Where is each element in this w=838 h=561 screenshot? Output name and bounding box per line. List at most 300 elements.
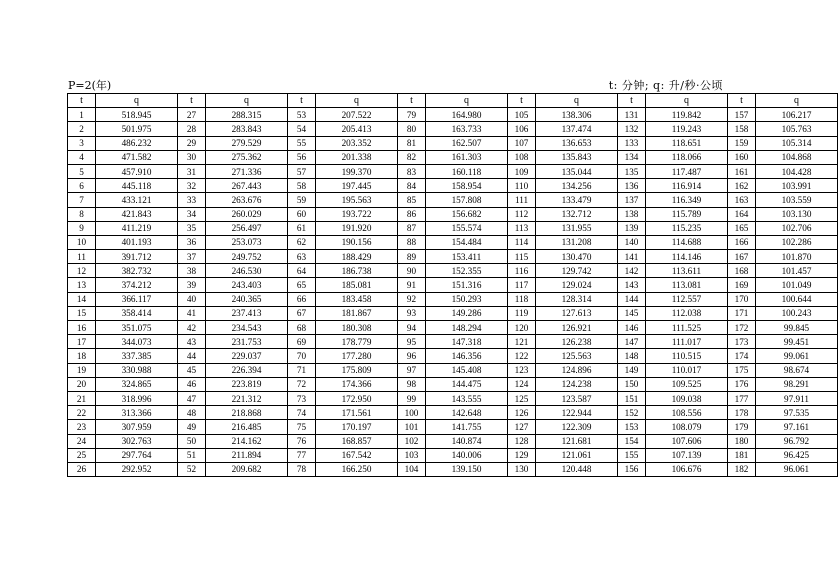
intensity-cell: 110.515 <box>646 349 728 363</box>
intensity-cell: 119.842 <box>646 108 728 122</box>
duration-cell: 109 <box>508 164 536 178</box>
intensity-cell: 382.732 <box>96 264 178 278</box>
duration-cell: 98 <box>398 377 426 391</box>
intensity-cell: 337.385 <box>96 349 178 363</box>
intensity-cell: 158.954 <box>426 179 508 193</box>
intensity-cell: 108.079 <box>646 420 728 434</box>
duration-cell: 17 <box>68 335 96 349</box>
duration-cell: 164 <box>728 207 756 221</box>
duration-cell: 59 <box>288 193 316 207</box>
intensity-cell: 163.733 <box>426 122 508 136</box>
intensity-cell: 279.529 <box>206 136 288 150</box>
column-header-q: q <box>206 94 288 108</box>
column-header-q: q <box>646 94 728 108</box>
duration-cell: 104 <box>398 462 426 476</box>
intensity-cell: 99.845 <box>756 321 838 335</box>
duration-cell: 139 <box>618 221 646 235</box>
duration-cell: 88 <box>398 235 426 249</box>
intensity-cell: 140.874 <box>426 434 508 448</box>
column-header-q: q <box>96 94 178 108</box>
table-body <box>68 108 838 477</box>
intensity-cell: 118.066 <box>646 150 728 164</box>
duration-cell: 102 <box>398 434 426 448</box>
duration-cell: 158 <box>728 122 756 136</box>
intensity-cell: 121.061 <box>536 448 618 462</box>
intensity-cell: 297.764 <box>96 448 178 462</box>
duration-cell: 107 <box>508 136 536 150</box>
duration-cell: 163 <box>728 193 756 207</box>
duration-cell: 39 <box>178 278 206 292</box>
duration-cell: 71 <box>288 363 316 377</box>
duration-cell: 116 <box>508 264 536 278</box>
duration-cell: 16 <box>68 321 96 335</box>
intensity-cell: 96.425 <box>756 448 838 462</box>
duration-cell: 79 <box>398 108 426 122</box>
intensity-cell: 104.868 <box>756 150 838 164</box>
duration-cell: 110 <box>508 179 536 193</box>
table-row <box>68 250 838 264</box>
intensity-cell: 307.959 <box>96 420 178 434</box>
duration-cell: 142 <box>618 264 646 278</box>
intensity-cell: 330.988 <box>96 363 178 377</box>
table-row <box>68 264 838 278</box>
intensity-cell: 115.789 <box>646 207 728 221</box>
duration-cell: 81 <box>398 136 426 150</box>
duration-cell: 42 <box>178 321 206 335</box>
duration-cell: 90 <box>398 264 426 278</box>
intensity-cell: 240.365 <box>206 292 288 306</box>
intensity-cell: 105.314 <box>756 136 838 150</box>
intensity-cell: 177.280 <box>316 349 398 363</box>
duration-cell: 173 <box>728 335 756 349</box>
duration-cell: 146 <box>618 321 646 335</box>
intensity-cell: 122.944 <box>536 406 618 420</box>
intensity-cell: 157.808 <box>426 193 508 207</box>
duration-cell: 181 <box>728 448 756 462</box>
duration-cell: 159 <box>728 136 756 150</box>
duration-cell: 55 <box>288 136 316 150</box>
duration-cell: 33 <box>178 193 206 207</box>
duration-cell: 76 <box>288 434 316 448</box>
table-row <box>68 406 838 420</box>
intensity-cell: 226.394 <box>206 363 288 377</box>
intensity-cell: 106.217 <box>756 108 838 122</box>
intensity-cell: 218.868 <box>206 406 288 420</box>
duration-cell: 127 <box>508 420 536 434</box>
duration-cell: 9 <box>68 221 96 235</box>
duration-cell: 46 <box>178 377 206 391</box>
duration-cell: 135 <box>618 164 646 178</box>
table-row <box>68 292 838 306</box>
duration-cell: 180 <box>728 434 756 448</box>
duration-cell: 166 <box>728 235 756 249</box>
intensity-cell: 96.792 <box>756 434 838 448</box>
intensity-cell: 125.563 <box>536 349 618 363</box>
duration-cell: 149 <box>618 363 646 377</box>
duration-cell: 89 <box>398 250 426 264</box>
intensity-cell: 111.525 <box>646 321 728 335</box>
intensity-cell: 104.428 <box>756 164 838 178</box>
intensity-cell: 234.543 <box>206 321 288 335</box>
intensity-cell: 153.411 <box>426 250 508 264</box>
duration-cell: 60 <box>288 207 316 221</box>
table-row <box>68 349 838 363</box>
duration-cell: 132 <box>618 122 646 136</box>
intensity-cell: 433.121 <box>96 193 178 207</box>
duration-cell: 26 <box>68 462 96 476</box>
intensity-cell: 223.819 <box>206 377 288 391</box>
duration-cell: 65 <box>288 278 316 292</box>
intensity-cell: 288.315 <box>206 108 288 122</box>
intensity-cell: 143.555 <box>426 391 508 405</box>
intensity-cell: 267.443 <box>206 179 288 193</box>
intensity-cell: 211.894 <box>206 448 288 462</box>
intensity-cell: 260.029 <box>206 207 288 221</box>
duration-cell: 113 <box>508 221 536 235</box>
table-row <box>68 193 838 207</box>
intensity-cell: 100.243 <box>756 306 838 320</box>
intensity-cell: 149.286 <box>426 306 508 320</box>
intensity-cell: 141.755 <box>426 420 508 434</box>
duration-cell: 75 <box>288 420 316 434</box>
duration-cell: 97 <box>398 363 426 377</box>
intensity-cell: 135.843 <box>536 150 618 164</box>
duration-cell: 145 <box>618 306 646 320</box>
column-header-q: q <box>426 94 508 108</box>
duration-cell: 4 <box>68 150 96 164</box>
duration-cell: 66 <box>288 292 316 306</box>
duration-cell: 167 <box>728 250 756 264</box>
duration-cell: 122 <box>508 349 536 363</box>
duration-cell: 138 <box>618 207 646 221</box>
intensity-cell: 113.081 <box>646 278 728 292</box>
duration-cell: 57 <box>288 164 316 178</box>
duration-cell: 147 <box>618 335 646 349</box>
duration-cell: 165 <box>728 221 756 235</box>
intensity-cell: 132.712 <box>536 207 618 221</box>
intensity-cell: 292.952 <box>96 462 178 476</box>
intensity-cell: 183.458 <box>316 292 398 306</box>
duration-cell: 50 <box>178 434 206 448</box>
duration-cell: 27 <box>178 108 206 122</box>
duration-cell: 61 <box>288 221 316 235</box>
intensity-cell: 116.914 <box>646 179 728 193</box>
intensity-cell: 119.243 <box>646 122 728 136</box>
duration-cell: 133 <box>618 136 646 150</box>
intensity-cell: 457.910 <box>96 164 178 178</box>
intensity-cell: 351.075 <box>96 321 178 335</box>
intensity-cell: 106.676 <box>646 462 728 476</box>
intensity-cell: 229.037 <box>206 349 288 363</box>
duration-cell: 151 <box>618 391 646 405</box>
duration-cell: 41 <box>178 306 206 320</box>
duration-cell: 154 <box>618 434 646 448</box>
duration-cell: 22 <box>68 406 96 420</box>
intensity-cell: 109.525 <box>646 377 728 391</box>
intensity-cell: 102.706 <box>756 221 838 235</box>
intensity-cell: 110.017 <box>646 363 728 377</box>
intensity-cell: 98.291 <box>756 377 838 391</box>
duration-cell: 177 <box>728 391 756 405</box>
duration-cell: 51 <box>178 448 206 462</box>
intensity-cell: 401.193 <box>96 235 178 249</box>
table-row <box>68 391 838 405</box>
duration-cell: 162 <box>728 179 756 193</box>
table-row <box>68 207 838 221</box>
table-row <box>68 306 838 320</box>
intensity-cell: 243.403 <box>206 278 288 292</box>
intensity-cell: 421.843 <box>96 207 178 221</box>
column-header-q: q <box>536 94 618 108</box>
intensity-cell: 391.712 <box>96 250 178 264</box>
duration-cell: 78 <box>288 462 316 476</box>
table-row <box>68 235 838 249</box>
duration-cell: 143 <box>618 278 646 292</box>
intensity-cell: 471.582 <box>96 150 178 164</box>
duration-cell: 6 <box>68 179 96 193</box>
duration-cell: 36 <box>178 235 206 249</box>
column-header-t: t <box>618 94 646 108</box>
intensity-cell: 174.366 <box>316 377 398 391</box>
intensity-cell: 137.474 <box>536 122 618 136</box>
intensity-cell: 180.308 <box>316 321 398 335</box>
duration-cell: 67 <box>288 306 316 320</box>
duration-cell: 137 <box>618 193 646 207</box>
table-row <box>68 462 838 476</box>
intensity-cell: 101.457 <box>756 264 838 278</box>
intensity-cell: 114.146 <box>646 250 728 264</box>
column-header-t: t <box>288 94 316 108</box>
duration-cell: 52 <box>178 462 206 476</box>
intensity-cell: 164.980 <box>426 108 508 122</box>
intensity-cell: 197.445 <box>316 179 398 193</box>
intensity-cell: 147.318 <box>426 335 508 349</box>
duration-cell: 47 <box>178 391 206 405</box>
intensity-cell: 162.507 <box>426 136 508 150</box>
duration-cell: 2 <box>68 122 96 136</box>
duration-cell: 5 <box>68 164 96 178</box>
intensity-cell: 97.911 <box>756 391 838 405</box>
intensity-cell: 126.921 <box>536 321 618 335</box>
duration-cell: 172 <box>728 321 756 335</box>
intensity-cell: 116.349 <box>646 193 728 207</box>
intensity-cell: 344.073 <box>96 335 178 349</box>
intensity-cell: 175.809 <box>316 363 398 377</box>
table-row <box>68 164 838 178</box>
duration-cell: 93 <box>398 306 426 320</box>
intensity-cell: 171.561 <box>316 406 398 420</box>
duration-cell: 96 <box>398 349 426 363</box>
intensity-cell: 263.676 <box>206 193 288 207</box>
duration-cell: 83 <box>398 164 426 178</box>
intensity-cell: 101.870 <box>756 250 838 264</box>
duration-cell: 8 <box>68 207 96 221</box>
duration-cell: 176 <box>728 377 756 391</box>
duration-cell: 58 <box>288 179 316 193</box>
intensity-cell: 214.162 <box>206 434 288 448</box>
duration-cell: 86 <box>398 207 426 221</box>
duration-cell: 87 <box>398 221 426 235</box>
duration-cell: 30 <box>178 150 206 164</box>
duration-cell: 121 <box>508 335 536 349</box>
table-row <box>68 321 838 335</box>
duration-cell: 94 <box>398 321 426 335</box>
intensity-cell: 203.352 <box>316 136 398 150</box>
duration-cell: 170 <box>728 292 756 306</box>
intensity-cell: 160.118 <box>426 164 508 178</box>
intensity-cell: 131.208 <box>536 235 618 249</box>
table-row <box>68 278 838 292</box>
duration-cell: 92 <box>398 292 426 306</box>
intensity-cell: 271.336 <box>206 164 288 178</box>
intensity-cell: 115.235 <box>646 221 728 235</box>
duration-cell: 38 <box>178 264 206 278</box>
column-header-t: t <box>178 94 206 108</box>
duration-cell: 84 <box>398 179 426 193</box>
intensity-cell: 155.574 <box>426 221 508 235</box>
intensity-cell: 302.763 <box>96 434 178 448</box>
duration-cell: 15 <box>68 306 96 320</box>
intensity-cell: 109.038 <box>646 391 728 405</box>
duration-cell: 54 <box>288 122 316 136</box>
intensity-cell: 167.542 <box>316 448 398 462</box>
column-header-q: q <box>316 94 398 108</box>
duration-cell: 12 <box>68 264 96 278</box>
intensity-cell: 134.256 <box>536 179 618 193</box>
intensity-cell: 114.688 <box>646 235 728 249</box>
intensity-cell: 324.865 <box>96 377 178 391</box>
duration-cell: 160 <box>728 150 756 164</box>
duration-cell: 40 <box>178 292 206 306</box>
intensity-cell: 191.920 <box>316 221 398 235</box>
intensity-cell: 231.753 <box>206 335 288 349</box>
intensity-cell: 195.563 <box>316 193 398 207</box>
column-header-q: q <box>756 94 838 108</box>
intensity-cell: 193.722 <box>316 207 398 221</box>
duration-cell: 178 <box>728 406 756 420</box>
duration-cell: 48 <box>178 406 206 420</box>
duration-cell: 123 <box>508 363 536 377</box>
duration-cell: 103 <box>398 448 426 462</box>
intensity-cell: 318.996 <box>96 391 178 405</box>
duration-cell: 73 <box>288 391 316 405</box>
duration-cell: 64 <box>288 264 316 278</box>
duration-cell: 69 <box>288 335 316 349</box>
duration-cell: 85 <box>398 193 426 207</box>
duration-cell: 119 <box>508 306 536 320</box>
intensity-cell: 168.857 <box>316 434 398 448</box>
intensity-cell: 100.644 <box>756 292 838 306</box>
duration-cell: 45 <box>178 363 206 377</box>
duration-cell: 63 <box>288 250 316 264</box>
intensity-cell: 518.945 <box>96 108 178 122</box>
return-period-label: P=2(年) <box>68 79 112 92</box>
column-header-t: t <box>728 94 756 108</box>
duration-cell: 10 <box>68 235 96 249</box>
duration-cell: 28 <box>178 122 206 136</box>
duration-cell: 70 <box>288 349 316 363</box>
duration-cell: 91 <box>398 278 426 292</box>
duration-cell: 161 <box>728 164 756 178</box>
duration-cell: 136 <box>618 179 646 193</box>
table-row <box>68 221 838 235</box>
duration-cell: 106 <box>508 122 536 136</box>
duration-cell: 32 <box>178 179 206 193</box>
duration-cell: 74 <box>288 406 316 420</box>
intensity-cell: 121.681 <box>536 434 618 448</box>
intensity-cell: 142.648 <box>426 406 508 420</box>
intensity-cell: 99.451 <box>756 335 838 349</box>
intensity-cell: 103.559 <box>756 193 838 207</box>
duration-cell: 99 <box>398 391 426 405</box>
intensity-cell: 136.653 <box>536 136 618 150</box>
intensity-cell: 188.429 <box>316 250 398 264</box>
intensity-cell: 128.314 <box>536 292 618 306</box>
duration-cell: 169 <box>728 278 756 292</box>
duration-cell: 117 <box>508 278 536 292</box>
duration-cell: 130 <box>508 462 536 476</box>
intensity-cell: 120.448 <box>536 462 618 476</box>
intensity-cell: 185.081 <box>316 278 398 292</box>
intensity-cell: 172.950 <box>316 391 398 405</box>
duration-cell: 34 <box>178 207 206 221</box>
intensity-cell: 178.779 <box>316 335 398 349</box>
intensity-cell: 151.316 <box>426 278 508 292</box>
duration-cell: 100 <box>398 406 426 420</box>
duration-cell: 134 <box>618 150 646 164</box>
duration-cell: 23 <box>68 420 96 434</box>
intensity-cell: 246.530 <box>206 264 288 278</box>
duration-cell: 126 <box>508 406 536 420</box>
duration-cell: 131 <box>618 108 646 122</box>
intensity-cell: 166.250 <box>316 462 398 476</box>
intensity-cell: 253.073 <box>206 235 288 249</box>
duration-cell: 13 <box>68 278 96 292</box>
intensity-cell: 133.479 <box>536 193 618 207</box>
intensity-cell: 118.651 <box>646 136 728 150</box>
duration-cell: 114 <box>508 235 536 249</box>
intensity-cell: 199.370 <box>316 164 398 178</box>
table-row <box>68 420 838 434</box>
duration-cell: 80 <box>398 122 426 136</box>
intensity-cell: 97.535 <box>756 406 838 420</box>
intensity-cell: 249.752 <box>206 250 288 264</box>
duration-cell: 31 <box>178 164 206 178</box>
intensity-cell: 129.742 <box>536 264 618 278</box>
intensity-cell: 103.130 <box>756 207 838 221</box>
intensity-cell: 112.557 <box>646 292 728 306</box>
intensity-cell: 138.306 <box>536 108 618 122</box>
duration-cell: 56 <box>288 150 316 164</box>
intensity-cell: 145.408 <box>426 363 508 377</box>
intensity-cell: 112.038 <box>646 306 728 320</box>
intensity-cell: 135.044 <box>536 164 618 178</box>
intensity-cell: 170.197 <box>316 420 398 434</box>
duration-cell: 82 <box>398 150 426 164</box>
intensity-cell: 144.475 <box>426 377 508 391</box>
duration-cell: 49 <box>178 420 206 434</box>
intensity-cell: 126.238 <box>536 335 618 349</box>
intensity-cell: 129.024 <box>536 278 618 292</box>
duration-cell: 95 <box>398 335 426 349</box>
duration-cell: 37 <box>178 250 206 264</box>
intensity-cell: 501.975 <box>96 122 178 136</box>
duration-cell: 140 <box>618 235 646 249</box>
intensity-cell: 237.413 <box>206 306 288 320</box>
intensity-cell: 486.232 <box>96 136 178 150</box>
intensity-cell: 130.470 <box>536 250 618 264</box>
duration-cell: 108 <box>508 150 536 164</box>
